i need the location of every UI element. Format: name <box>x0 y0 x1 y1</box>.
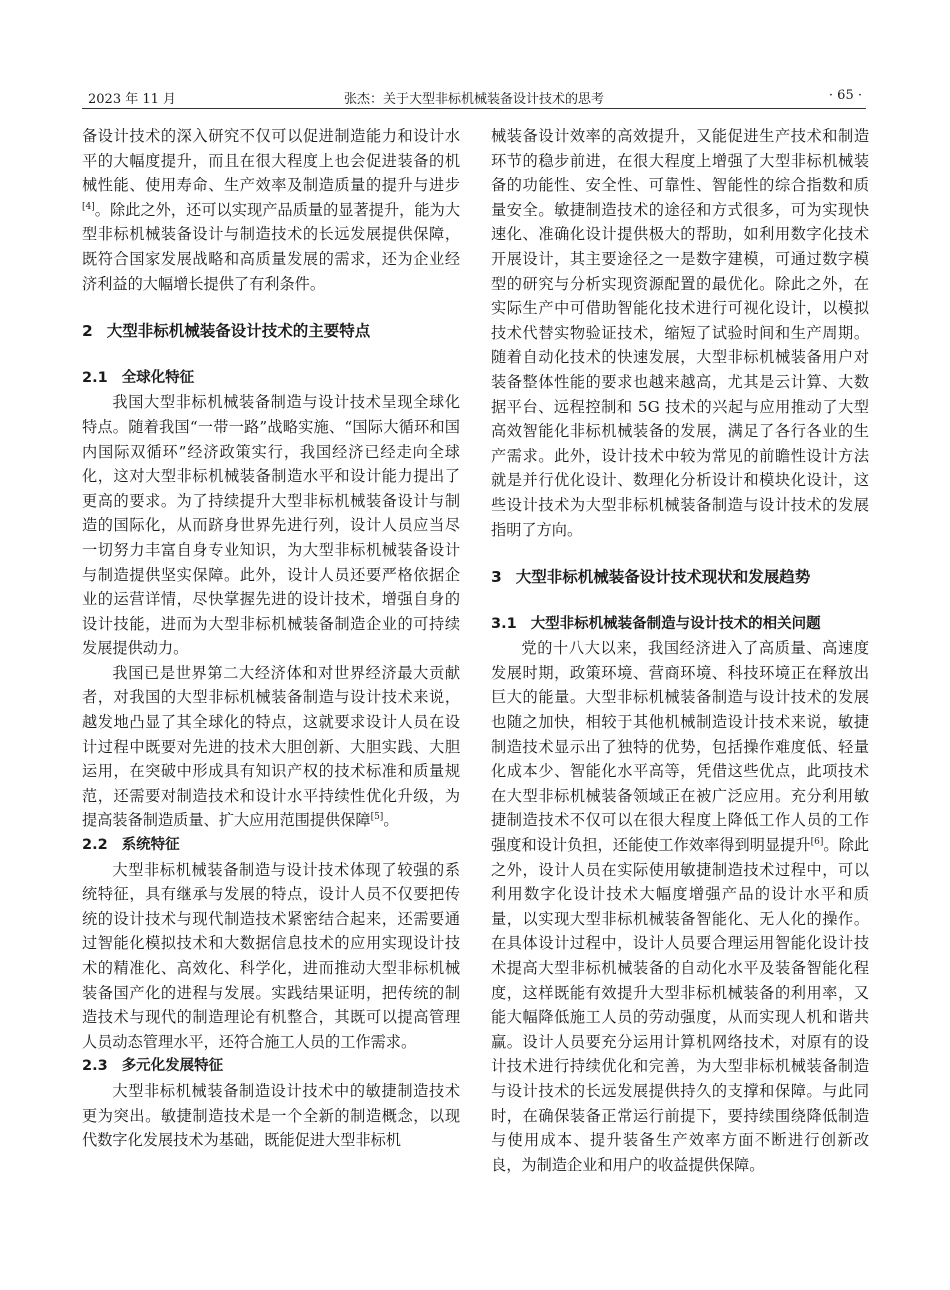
section-heading-2-2: 2.2 系统特征 <box>82 837 180 854</box>
paragraph: 党的十八大以来，我国经济进入了高质量、高速度发展时期，政策环境、营商环境、科技环境正在释放出巨大的能量。大型非标机械装备制造与设计技术的发展也随之加快，相较于其他机械制造设计技术来说，敏捷制造技术显示出了独特的优势，包括操作难度低、轻量化成本少、智能化水平高等，凭借这些优点，此项技术在大型非标机械装备领域正在被广泛应用。充分利用敏捷制造技术不仅可以在很大程度上降低工作人员的工作强度和设计负担，还能使工作效率得到明显提升[6]。除此之外，设计人员在实际使用敏捷制造技术过程中，可以利用数字化设计技术大幅度增强产品的设计水平和质量，以实现大型非标机械装备智能化、无人化的操作。在具体设计过程中，设计人员要合理运用智能化设计技术提高大型非标机械装备的自动化水平及装备智能化程度，这样既能有效提升大型非标机械装备的利用率，又能大幅降低施工人员的劳动强度，从而实现人机和谐共赢。设计人员要充分运用计算机网络技术，对原有的设计技术进行持续优化和完善，为大型非标机械装备制造与设计技术的长远发展提供持久的支撑和保障。与此同时，在确保装备正常运行前提下，要持续围绕降低制造与使用成本、提升装备生产效率方面不断进行创新改良，为制造企业和用户的收益提供保障。 <box>491 639 869 1174</box>
paragraph: 械装备设计效率的高效提升，又能促进生产技术和制造环节的稳步前进，在很大程度上增强了大型非标机械装备的功能性、安全性、可靠性、智能性的综合指数和质量安全。敏捷制造技术的途径和方式很多，可为实现快速化、准确化设计提供极大的帮助，如利用数字化技术开展设计，其主要途径之一是数字建模，可通过数字模型的研究与分析实现资源配置的最优化。除此之外，在实际生产中可借助智能化技术进行可视化设计，以模拟技术代替实物验证技术，缩短了试验时间和生产周期。随着自动化技术的快速发展，大型非标机械装备用户对装备整体性能的要求也越来越高，尤其是云计算、大数据平台、远程控制和 5G 技术的兴起与应用推动了大型高效智能化非标机械装备的发展，满足了各行各业的生产需求。此外，设计技术中较为常见的前瞻性设计方法就是并行优化设计、数理化分析设计和模块化设计，这些设计技术为大型非标机械装备制造与设计技术的发展指明了方向。 <box>491 127 869 539</box>
citation: [4] <box>82 201 95 212</box>
section-heading-3: 3 大型非标机械装备设计技术现状和发展趋势 <box>491 568 811 587</box>
section-heading-3-1: 3.1 大型非标机械装备制造与设计技术的相关问题 <box>491 615 821 632</box>
citation: [6] <box>810 836 824 847</box>
header-page-number: · 65 · <box>828 88 862 103</box>
right-column <box>491 124 869 1177</box>
left-column <box>82 124 460 1153</box>
running-header <box>82 86 866 109</box>
citation: [5] <box>370 812 384 823</box>
section-heading-2: 2 大型非标机械装备设计技术的主要特点 <box>82 322 371 341</box>
section-heading-2-3: 2.3 多元化发展特征 <box>82 1058 224 1075</box>
paragraph: 备设计技术的深入研究不仅可以促进制造能力和设计水平的大幅度提升，而且在很大程度上也会促进装备的机械性能、使用寿命、生产效率及制造质量的提升与进步[4]。除此之外，还可以实现产品质量的显著提升，能为大型非标机械装备设计与制造技术的长远发展提供保障，既符合国家发展战略和高质量发展的需求，还为企业经济利益的大幅增长提供了有利条件。 <box>82 127 460 293</box>
paragraph: 我国大型非标机械装备制造与设计技术呈现全球化特点。随着我国“一带一路”战略实施、“国际大循环和国内国际双循环”经济政策实行，我国经济已经走向全球化，这对大型非标机械装备制造水平和设计能力提出了更高的要求。为了持续提升大型非标机械装备设计与制造的国际化，从而跻身世界先进行列，设计人员应当尽一切努力丰富自身专业知识，为大型非标机械装备设计与制造提供坚实保障。此外，设计人员还要严格依据企业的运营详情，尽快掌握先进的设计技术，增强自身的设计技能，进而为大型非标机械装备制造企业的可持续发展提供动力。 <box>82 393 460 658</box>
paragraph: 我国已是世界第二大经济体和对世界经济最大贡献者，对我国的大型非标机械装备制造与设计技术来说，越发地凸显了其全球化的特点，这就要求设计人员在设计过程中既要对先进的技术大胆创新、大胆实践、大胆运用，在突破中形成具有知识产权的技术标准和质量规范，还需要对制造技术和设计水平持续性优化升级，为提高装备制造质量、扩大应用范围提供保障[5]。 <box>82 663 460 830</box>
header-title: 张杰：关于大型非标机械装备设计技术的思考 <box>343 92 604 107</box>
paragraph: 大型非标机械装备制造设计技术中的敏捷制造技术更为突出。敏捷制造技术是一个全新的制造概念，以现代数字化发展技术为基础，既能促进大型非标机 <box>82 1081 460 1150</box>
section-heading-2-1: 2.1 全球化特征 <box>82 369 195 386</box>
paragraph: 大型非标机械装备制造与设计技术体现了较强的系统特征，具有继承与发展的特点，设计人员不仅要把传统的设计技术与现代制造技术紧密结合起来，还需要通过智能化模拟技术和大数据信息技术的应用实现设计技术的精准化、高效化、科学化，进而推动大型非标机械装备国产化的进程与发展。实践结果证明，把传统的制造技术与现代的制造理论有机整合，其既可以提高管理人员动态管理水平，还符合施工人员的工作需求。 <box>82 860 460 1051</box>
header-date: 2023 年 11 月 <box>88 92 177 107</box>
